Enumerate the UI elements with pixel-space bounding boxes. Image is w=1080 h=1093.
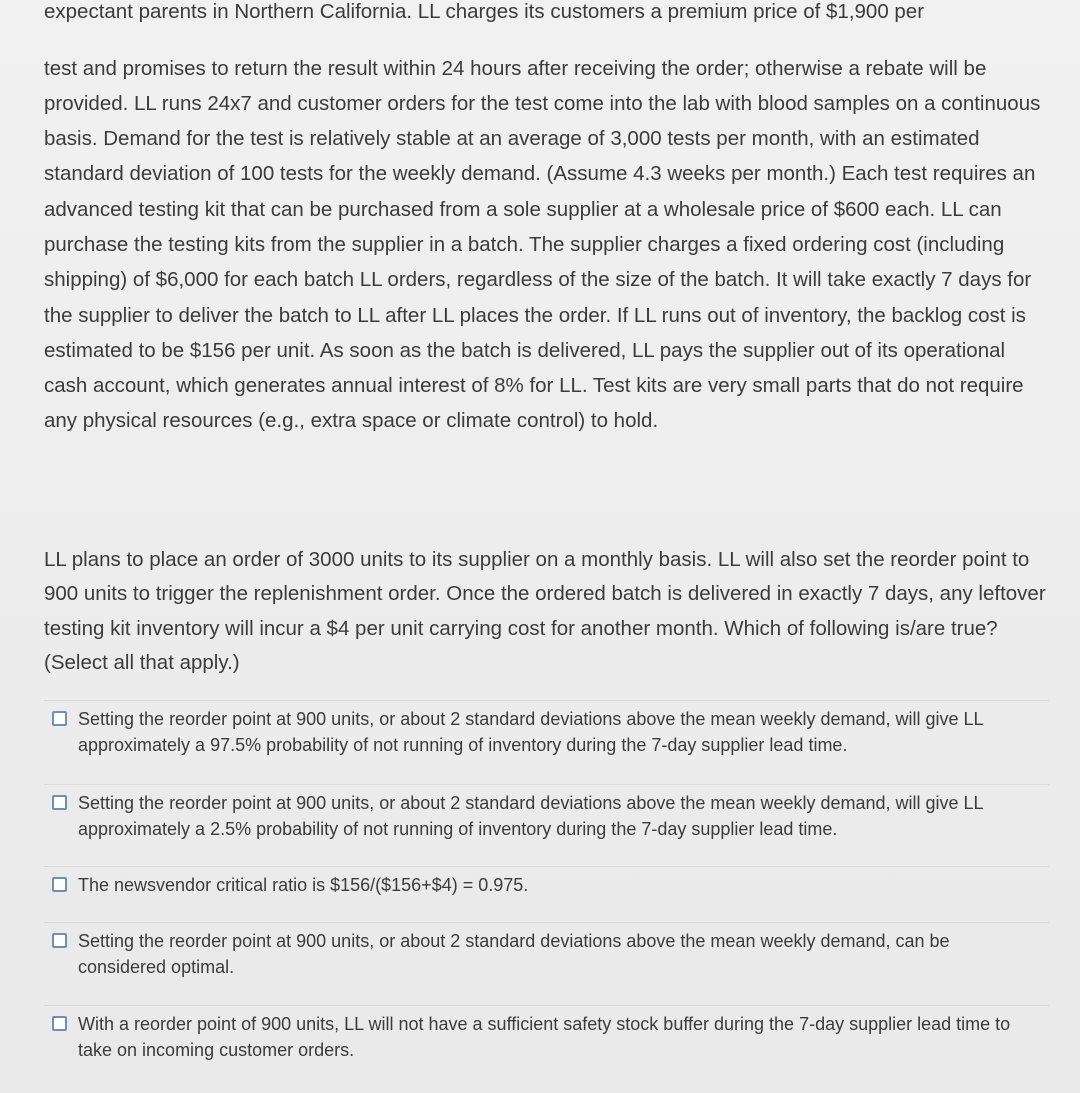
answer-option-1[interactable] (44, 700, 1049, 758)
checkbox-icon[interactable] (52, 711, 67, 726)
answer-option-label: Setting the reorder point at 900 units, or about 2 standard deviations above the mean weekly demand, can be considered optimal. (78, 931, 950, 977)
checkbox-icon[interactable] (52, 933, 67, 948)
answer-option-4[interactable] (44, 922, 1049, 980)
answer-option-label: Setting the reorder point at 900 units, or about 2 standard deviations above the mean weekly demand, will give LL approximately a 2.5% probability of not running of inventory during the 7-day supplier lead time. (78, 793, 983, 839)
answer-option-label: Setting the reorder point at 900 units, or about 2 standard deviations above the mean weekly demand, will give LL approximately a 97.5% probability of not running of inventory during the 7-day supplier lead time. (78, 709, 983, 755)
checkbox-icon[interactable] (52, 877, 67, 892)
answer-option-label: The newsvendor critical ratio is $156/($156+$4) = 0.975. (78, 875, 529, 895)
problem-text-top-line: expectant parents in Northern California. LL charges its customers a premium price of $1,900 per (44, 0, 925, 23)
answer-option-3[interactable] (44, 866, 1049, 898)
checkbox-icon[interactable] (52, 1016, 67, 1031)
answer-option-2[interactable] (44, 784, 1049, 842)
question-prompt: LL plans to place an order of 3000 units to its supplier on a monthly basis. LL will also set the reorder point to 900 units to trigger the replenishment order. Once the ordered batch is delivered in exactly 7 days, any leftover testing kit inventory will incur a $4 per unit carrying cost for another month. Which of following is/are true? (Select all that apply.) (44, 547, 1046, 674)
problem-text: test and promises to return the result within 24 hours after receiving the order; otherwise a rebate will be provided. LL runs 24x7 and customer orders for the test come into the lab with blood samples on a continuous basis. Demand for the test is relatively stable at an average of 3,000 tests per month, with an estimated standard deviation of 100 tests for the weekly demand. (Assume 4.3 weeks per month.) Each test requires an advanced testing kit that can be purchased from a sole supplier at a wholesale price of $600 each. LL can purchase the testing kits from the supplier in a batch. The supplier charges a fixed ordering cost (including shipping) of $6,000 for each batch LL orders, regardless of the size of the batch. It will take exactly 7 days for the supplier to deliver the batch to LL after LL places the order. If LL runs out of inventory, the backlog cost is estimated to be $156 per unit. As soon as the batch is delivered, LL pays the supplier out of its operational cash account, which generates annual interest of 8% for LL. Test kits are very small parts that do not require any physical resources (e.g., extra space or climate control) to hold. (44, 56, 1041, 433)
checkbox-icon[interactable] (52, 795, 67, 810)
answer-option-label: With a reorder point of 900 units, LL will not have a sufficient safety stock buffer during the 7-day supplier lead time to take on incoming customer orders. (78, 1014, 1011, 1060)
answer-option-5[interactable] (44, 1005, 1049, 1063)
